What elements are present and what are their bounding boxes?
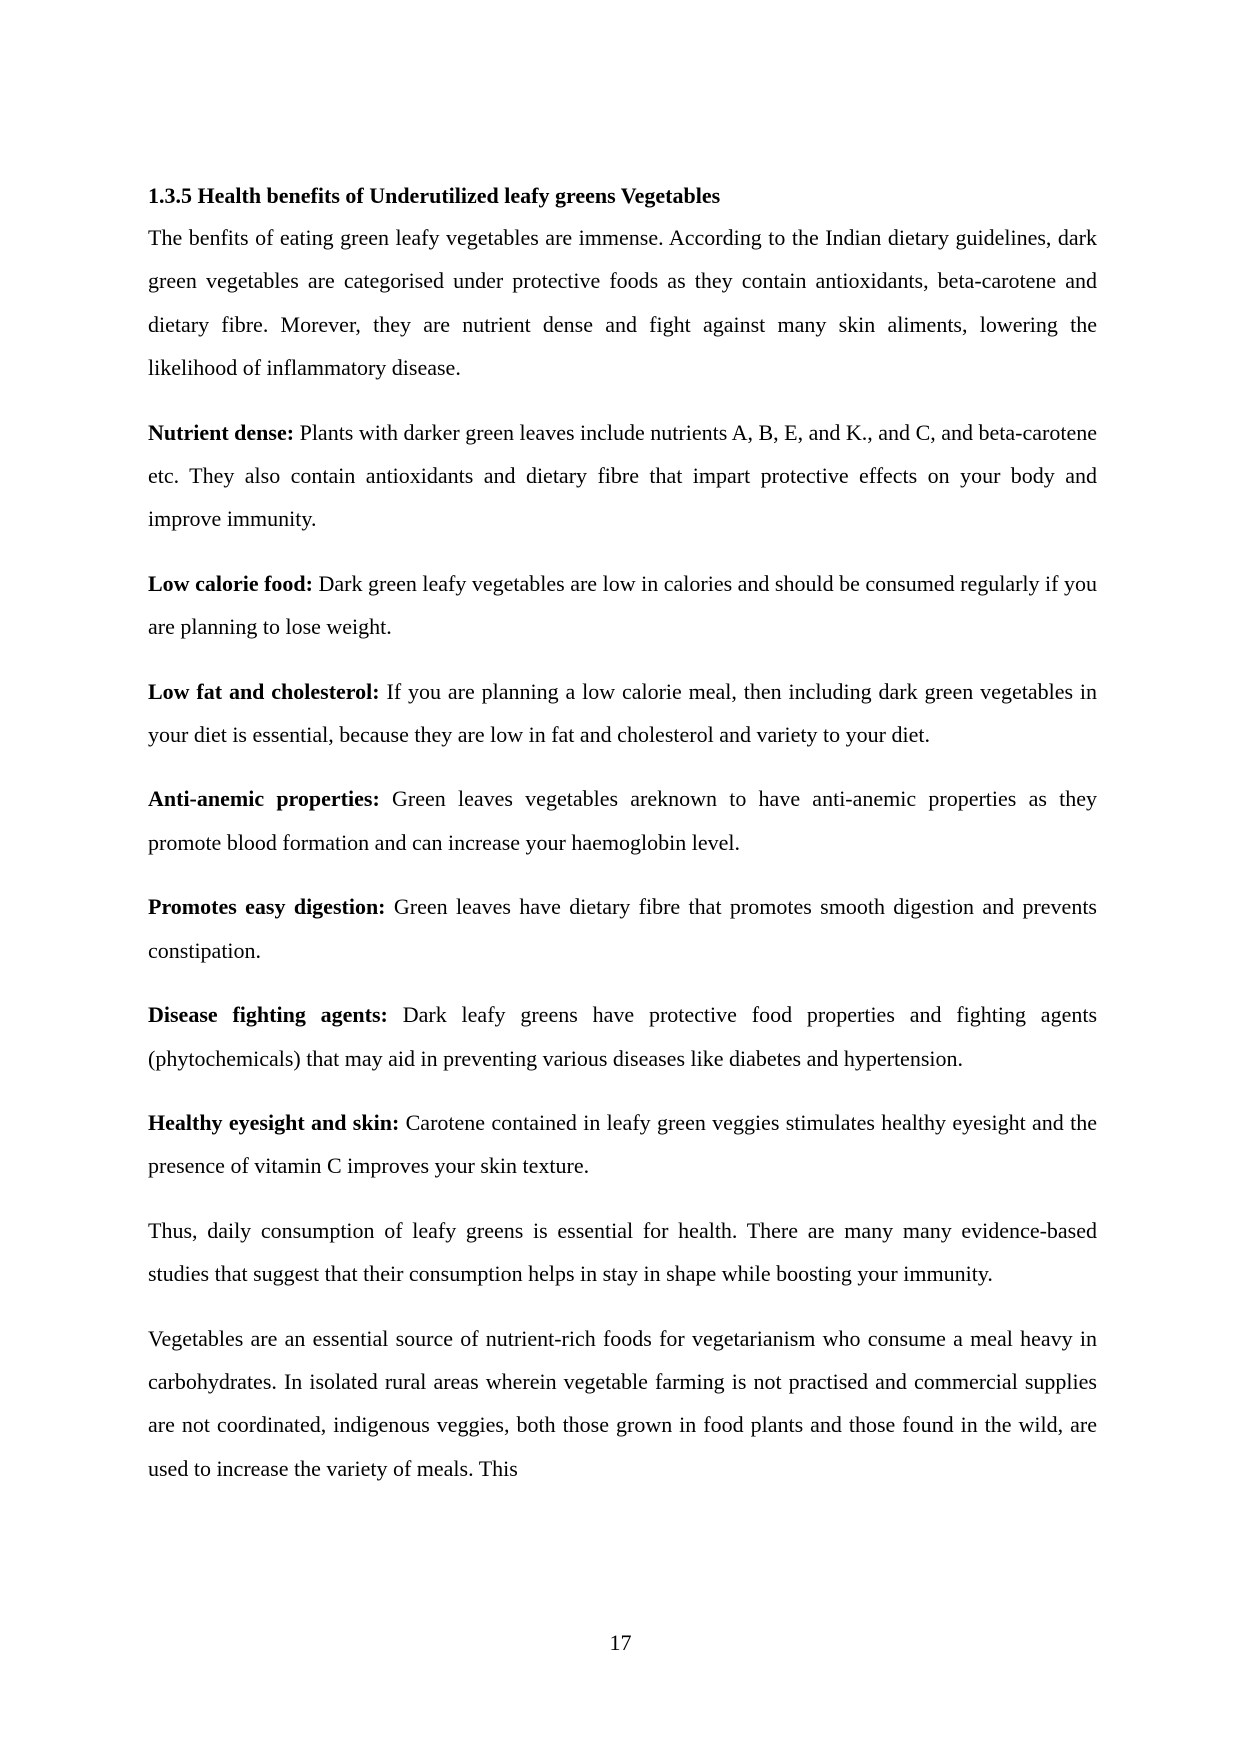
benefit-term: Low calorie food:	[148, 570, 313, 596]
benefit-paragraph-anti-anemic	[148, 777, 1097, 864]
benefit-term: Promotes easy digestion:	[148, 894, 386, 920]
benefit-term: Low fat and cholesterol:	[148, 678, 380, 704]
benefit-term: Healthy eyesight and skin:	[148, 1109, 400, 1135]
benefit-paragraph-disease-fighting	[148, 993, 1097, 1080]
intro-paragraph: The benfits of eating green leafy vegetables are immense. According to the Indian dietary guidelines, dark green vegetables are categorised under protective foods as they contain antioxidants, beta-carotene and dietary fibre. Morever, they are nutrient dense and fight against many skin aliments, lowering the likelihood of inflammatory disease.	[148, 225, 1097, 381]
benefit-text: Plants with darker green leaves include nutrients A, B, E, and K., and C, and beta-carotene etc. They also contain antioxidants and dietary fibre that impart protective effects on your body and improve immunity.	[148, 419, 1097, 532]
page-number: 17	[609, 1630, 632, 1655]
benefit-paragraph-digestion	[148, 885, 1097, 972]
conclusion-paragraph: Thus, daily consumption of leafy greens is essential for health. There are many many evidence-based studies that suggest that their consumption helps in stay in shape while boosting your immunity.	[148, 1217, 1097, 1287]
benefit-paragraph-low-fat	[148, 670, 1097, 757]
benefit-text: Dark green leafy vegetables are low in calories and should be consumed regularly if you are planning to lose weight.	[148, 570, 1097, 640]
benefit-paragraph-eyesight-skin	[148, 1101, 1097, 1188]
benefit-text: Green leaves have dietary fibre that promotes smooth digestion and prevents constipation.	[148, 894, 1097, 963]
benefit-term: Anti-anemic properties:	[148, 786, 380, 812]
benefit-text: Carotene contained in leafy green veggies stimulates healthy eyesight and the presence of vitamin C improves your skin texture.	[148, 1109, 1097, 1179]
benefit-text: If you are planning a low calorie meal, then including dark green vegetables in your diet is essential, because they are low in fat and cholesterol and variety to your diet.	[148, 678, 1097, 748]
final-paragraph: Vegetables are an essential source of nutrient-rich foods for vegetarianism who consume a meal heavy in carbohydrates. In isolated rural areas wherein vegetable farming is not practised and commercial supplies are not coordinated, indigenous veggies, both those grown in food plants and those found in the wild, are used to increase the variety of meals. This	[148, 1325, 1097, 1481]
page-content	[148, 176, 1097, 1511]
benefit-paragraph-nutrient-dense	[148, 411, 1097, 541]
section-heading: 1.3.5 Health benefits of Underutilized leafy greens Vegetables	[148, 183, 721, 208]
benefit-text: Green leaves vegetables areknown to have anti-anemic properties as they promote blood formation and can increase your haemoglobin level.	[148, 786, 1097, 855]
benefit-term: Disease fighting agents:	[148, 1002, 388, 1028]
benefit-term: Nutrient dense:	[148, 419, 295, 445]
benefit-paragraph-low-calorie	[148, 562, 1097, 649]
benefit-text: Dark leafy greens have protective food properties and fighting agents (phytochemicals) that may aid in preventing various diseases like diabetes and hypertension.	[148, 1002, 1098, 1071]
